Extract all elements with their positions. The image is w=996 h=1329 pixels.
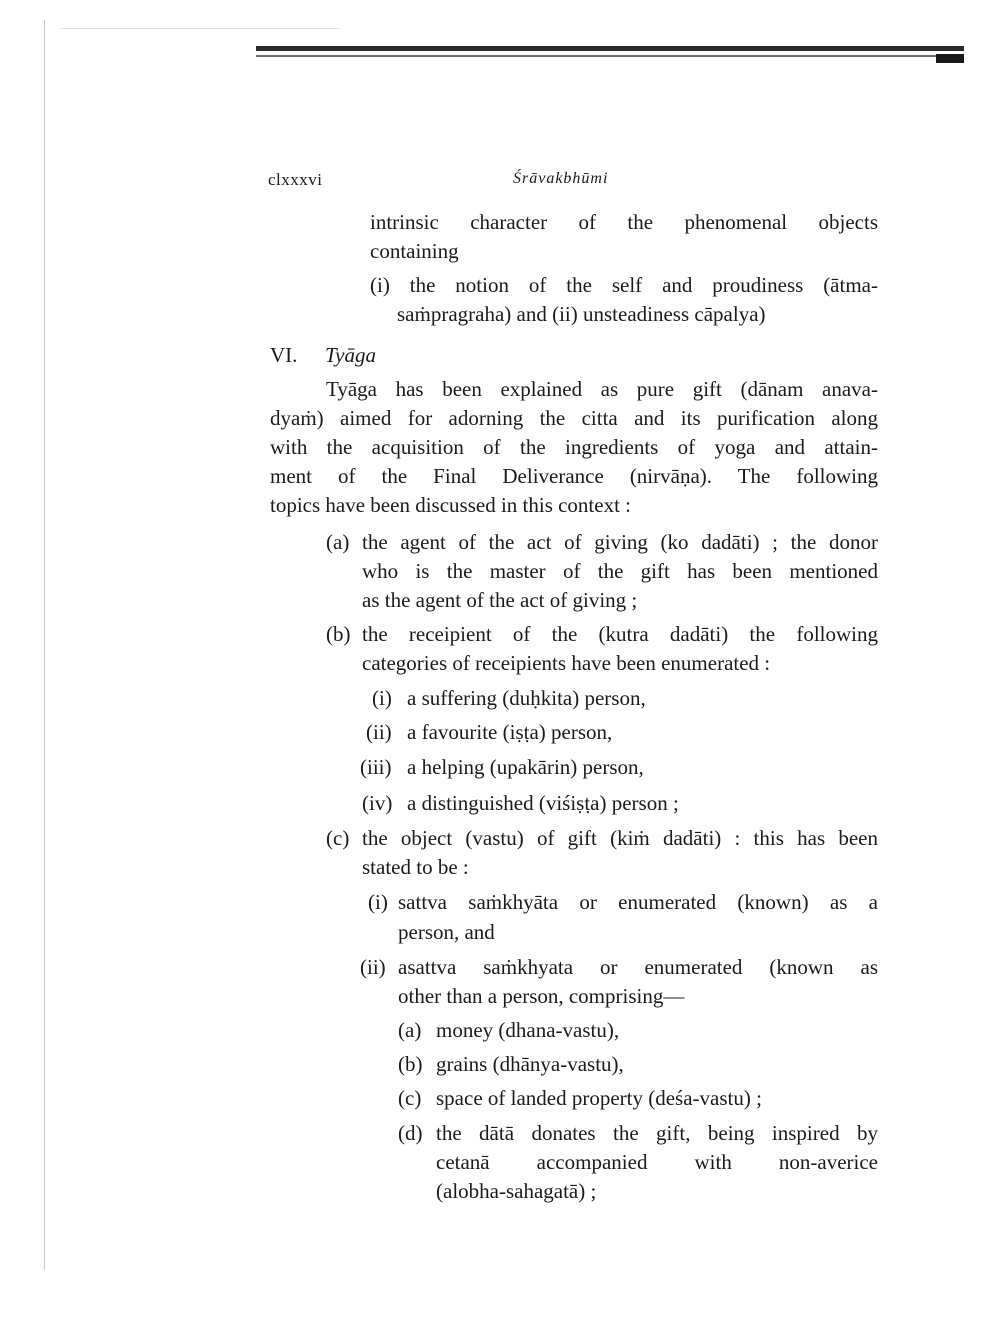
list-item-label: (ii) [366,720,392,744]
item-b-label: (b) [326,622,351,646]
item-d-line-1: the dātā donates the gift, being inspired by [436,1121,878,1145]
item-d-line-3: (alobha-sahagatā) ; [436,1179,597,1203]
running-title: Śrāvakbhūmi [513,170,609,187]
list-item: a distinguished (viśiṣṭa) person ; [407,791,679,815]
intro-line-2: containing [370,239,459,263]
item-a-label: (a) [326,530,350,554]
intro-line-1: intrinsic character of the phenomenal objects [370,210,878,234]
intro-item-line-1: (i) the notion of the self and proudiness (ātma- [370,273,878,297]
item-d-label: (d) [398,1121,423,1145]
page-folio: clxxxvi [268,170,323,189]
item-c-label: (c) [326,826,350,850]
item-a-line-1: the agent of the act of giving (ko dadāti) ; the donor [362,530,878,554]
sub-list-item-label: (b) [398,1052,423,1076]
sub-list-item-label: (a) [398,1018,422,1042]
item-d-line-2: cetanā accompanied with non-averice [436,1150,878,1174]
item-c-i-line-1: sattva saṁkhyāta or enumerated (known) as a [398,890,878,914]
sub-list-item: space of landed property (deśa-vastu) ; [436,1086,762,1110]
running-header [268,170,880,192]
paragraph-line-2: dyaṁ) aimed for adorning the citta and its purification along [270,406,878,430]
sub-list-item: grains (dhānya-vastu), [436,1052,624,1076]
section-number: VI. [270,343,298,367]
scan-edge [44,20,45,1270]
list-item: a favourite (iṣṭa) person, [407,720,613,744]
list-item: a suffering (duḥkita) person, [407,686,646,710]
top-rule-end [936,54,964,63]
paragraph-line-1: Tyāga has been explained as pure gift (dānam anava- [326,377,878,401]
item-c-ii-line-2: other than a person, comprising— [398,984,685,1008]
sub-list-item: money (dhana-vastu), [436,1018,620,1042]
list-item-label: (iii) [360,755,392,779]
top-rule-thin [256,55,964,57]
list-item-label: (i) [372,686,392,710]
intro-item-line-2: saṁpragraha) and (ii) unsteadiness cāpalya) [397,302,766,326]
section-title: Tyāga [325,343,376,367]
item-c-i-line-2: person, and [398,920,495,944]
top-rule [256,46,964,51]
item-c-i-label: (i) [368,890,388,914]
item-c-line-2: stated to be : [362,855,469,879]
sub-list-item-label: (c) [398,1086,422,1110]
item-a-line-2: who is the master of the gift has been mentioned [362,559,878,583]
item-c-ii-line-1: asattva saṁkhyata or enumerated (known as [398,955,878,979]
list-item-label: (iv) [362,791,393,815]
paragraph-line-3: with the acquisition of the ingredients of yoga and attain- [270,435,878,459]
item-a-line-3: as the agent of the act of giving ; [362,588,638,612]
scan-speckle [60,28,340,29]
item-c-ii-label: (ii) [360,955,386,979]
list-item: a helping (upakārin) person, [407,755,644,779]
item-b-line-2: categories of receipients have been enumerated : [362,651,771,675]
item-b-line-1: the receipient of the (kutra dadāti) the following [362,622,878,646]
paragraph-line-5: topics have been discussed in this context : [270,493,632,517]
paragraph-line-4: ment of the Final Deliverance (nirvāṇa). The following [270,464,878,488]
item-c-line-1: the object (vastu) of gift (kiṁ dadāti) : this has been [362,826,878,850]
